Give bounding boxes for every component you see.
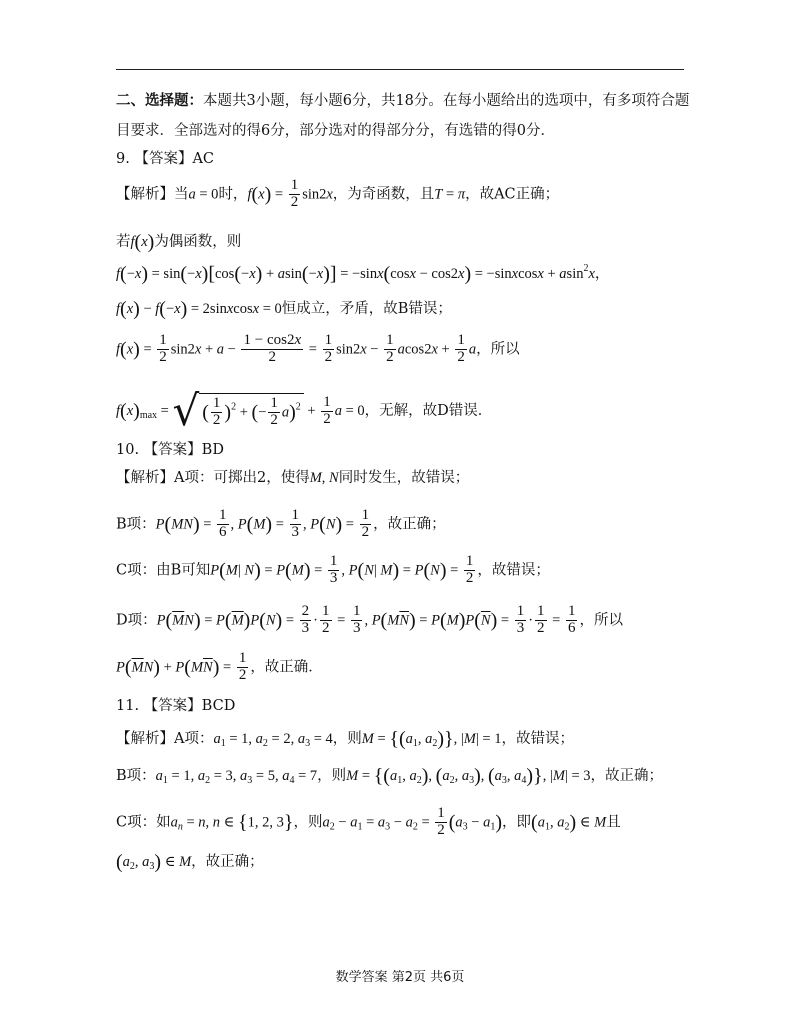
q11-a: 【解析】A项：$a_1 = 1$, $a_2 = 2$, $a_3 = 4$，则$M = \{(a_1$, $a_2$)}, |M| = 1，故错误；	[116, 728, 574, 750]
q10-b: B项：P(MN) = $\frac{1}{6}$ , P(M) = $\frac{1}{3}$ , P(N) = $\frac{1}{2}$ ，故正确；	[116, 507, 446, 540]
q11-answer: 11. 【答案】BCD	[116, 698, 236, 714]
header-rule	[116, 69, 684, 70]
q11-b: B项：$a_1 = 1$, $a_2 = 3$, $a_3 = 5$, $a_4 = 7$，则$M = \{(a_1$, $a_2$), ($a_2$, $a_3$), ($a_3$, $a_4$)}, |M| = 3，故正确；	[116, 765, 664, 787]
q11-c2: ($a_2$, $a_3$) ∈ M，故正确；	[116, 851, 264, 873]
q9-line6: $f(x)_{max}$ = √ ( $\frac{1}{2}$ )$^2$ + (− $\frac{1}{2}$ a)$^2$ + $\frac{1}{2}$ a = 0，无解，故D错误．	[116, 386, 493, 435]
q10-c: C项：由B可知P(M| N) = P(M) = $\frac{1}{3}$ , P(N| M) = P(N) = $\frac{1}{2}$ ，故错误；	[116, 553, 550, 586]
q9-line4: f(x) − f(−x) = 2sinxcosx = 0恒成立，矛盾，故B错误；	[116, 298, 452, 320]
q9-line2: 若f(x)为偶函数，则	[116, 231, 242, 253]
section-intro-line1: 二、选择题：本题共3小题，每小题6分，共18分。在每小题给出的选项中，有多项符合题	[116, 92, 690, 109]
q11-c: C项：如$a_n = n$, n ∈ {1, 2, 3}，则$a_2 - a_1 = a_3 - a_2$ = $\frac{1}{2}$ $(a_3 - a_1)$，即($a_1$, $a_2$) ∈ M且	[116, 805, 621, 838]
q9-line5: f(x) = $\frac{1}{2}$ sin2x + a − $\frac{1 - \cos 2x}{2}$ = $\frac{1}{2}$ sin2x − $\frac{1}{2}$ acos2x + $\frac{1}{2}$ a，所以	[116, 332, 520, 365]
q9-answer: 9. 【答案】AC	[116, 151, 215, 167]
q9-line3: f(−x) = sin(−x)[cos(−x) + asin(−x)] = −sinx(cosx − cos2x) = −sinxcosx + asin$^2$x，	[116, 263, 610, 285]
q9-line1: 【解析】当a = 0时，f(x) = $\frac{1}{2}$ sin2x，为奇函数，且T = π，故AC正确；	[116, 177, 560, 210]
q10-d: D项：$P(\overline{M}N) = P(\overline{M})P(N)$ = $\frac{2}{3}$ · $\frac{1}{2}$ = $\frac{1}{3}$ , $P(M\overline{N}) = P(M)P(\overline{N})$ = $\frac{1}{3}$ · $\frac{1}{2}$ = $\frac{1}{6}$ ，所以	[116, 603, 623, 636]
page-footer: 数学答案 第2页 共6页	[335, 970, 465, 985]
section-heading: 二、选择题：	[116, 92, 203, 109]
section-intro-line2: 目要求．全部选对的得6分，部分选对的得部分分，有选错的得0分．	[116, 123, 555, 139]
q10-d2: $P(\overline{M}N) + P(M\overline{N})$ = $\frac{1}{2}$ ，故正确．	[116, 650, 323, 683]
q10-answer: 10. 【答案】BD	[116, 442, 224, 458]
q10-a: 【解析】A项：可掷出2，使得M, N同时发生，故错误；	[116, 470, 470, 486]
